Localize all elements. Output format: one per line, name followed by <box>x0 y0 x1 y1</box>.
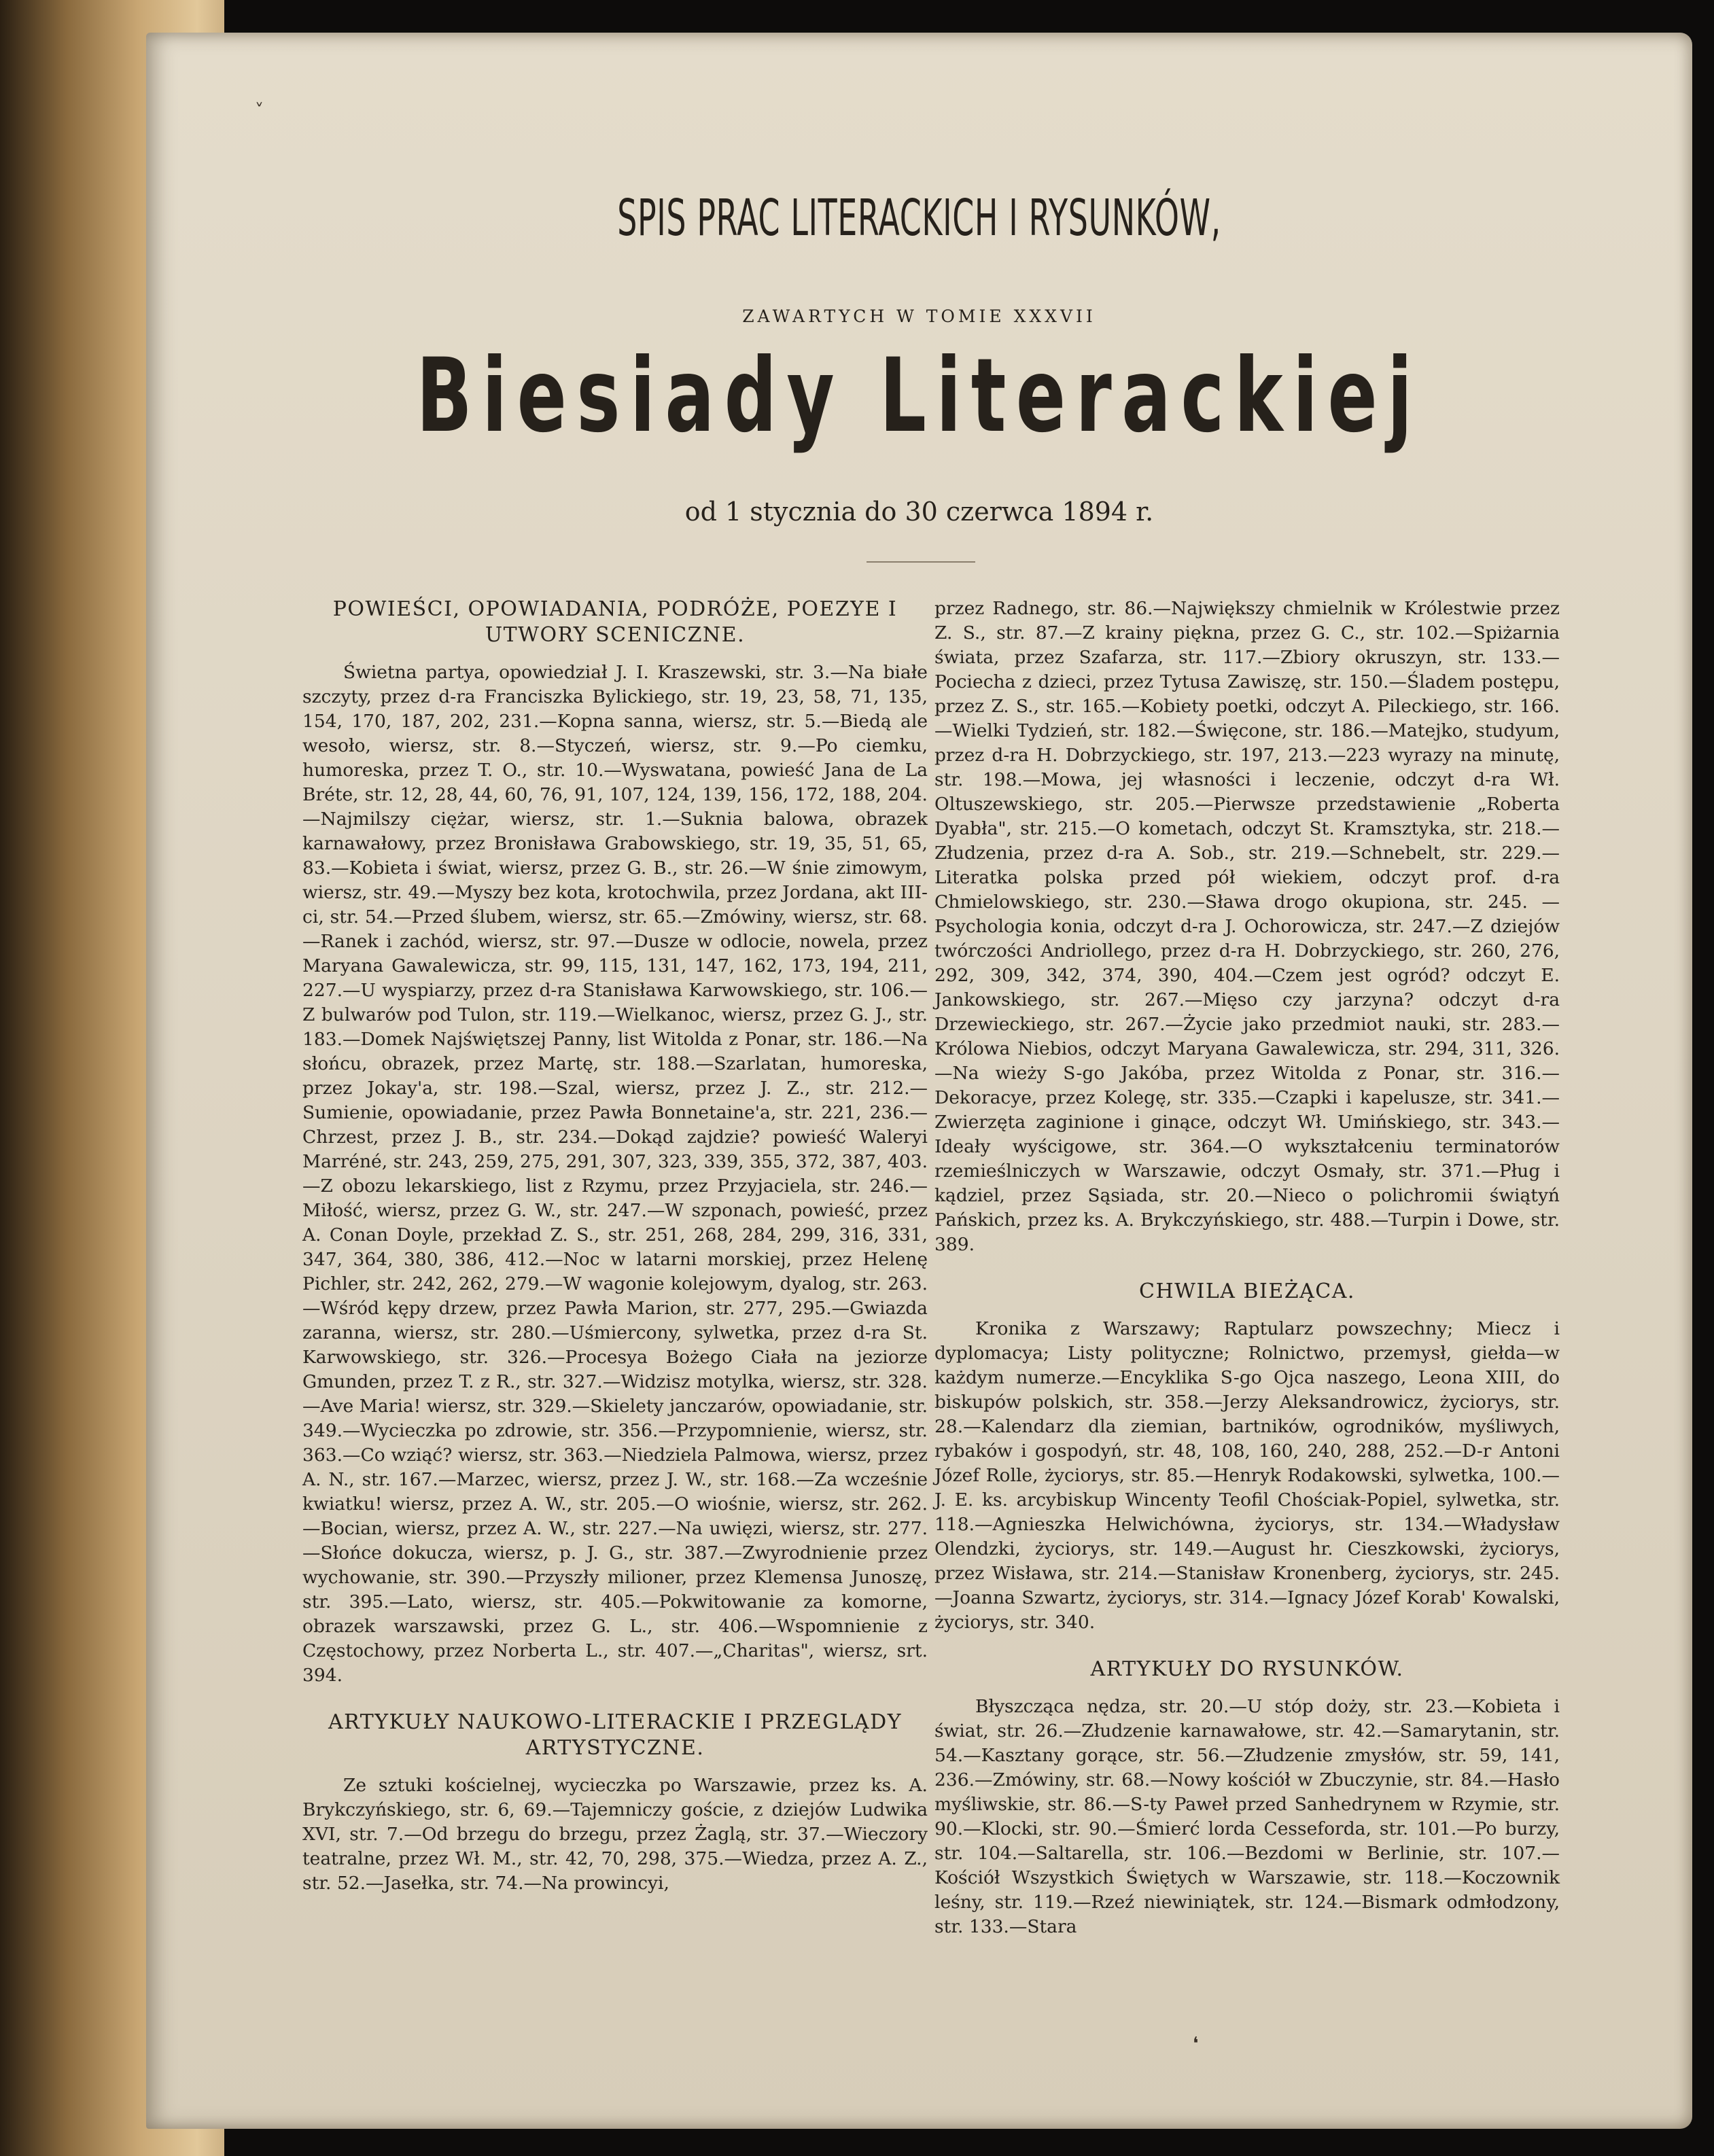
date-range: od 1 stycznia do 30 czerwca 1894 r. <box>684 497 1154 527</box>
page-mark-bottom: ❛ <box>1193 2034 1199 2054</box>
title-divider <box>867 561 975 563</box>
section-text-artykuly-naukowe-cont: przez Radnego, str. 86.—Największy chmielnik w Królestwie przez Z. S., str. 87.—Z krainy piękna, przez G. C., str. 102.—Spiżarnia świata, przez Szafarza, str. 117.—Zbiory okruszyn, str. 133.—Pociecha z dzieci, przez Tytusa Zawiszę, str. 150.—Śladem postępu, przez Z. S., str. 165.—Kobiety poetki, odczyt A. Pileckiego, str. 166.—Wielki Tydzień, str. 182.—Święcone, str. 186.—Matejko, studyum, przez d-ra H. Dobrzyckiego, str. 197, 213.—223 wyrazy na minutę, str. 198.—Mowa, jej własności i leczenie, odczyt d-ra Wł. Oltuszewskiego, str. 205.—Pierwsze przedstawienie „Roberta Dyabła", str. 215.—O kometach, odczyt St. Kramsztyka, str. 218.—Złudzenia, przez d-ra A. Sob., str. 219.—Schnebelt, str. 229.—Literatka polska przed pół wiekiem, odczyt prof. d-ra Chmielowskiego, str. 230.—Sława drogo okupiona, str. 245. — Psychologia konia, odczyt d-ra J. Ochorowicza, str. 247.—Z dziejów twórczości Andriollego, przez d-ra H. Dobrzyckiego, str. 260, 276, 292, 309, 342, 374, 390, 404.—Czem jest ogród? odczyt E. Jankowskiego, str. 267.—Mięso czy jarzyna? odczyt d-ra Drzewieckiego, str. 267.—Życie jako przedmiot nauki, str. 283.—Królowa Niebios, odczyt Maryana Gawalewicza, str. 294, 311, 326.—Na wieży S-go Jakóba, przez Witolda z Ponar, str. 316.—Dekoracye, przez Kolegę, str. 335.—Czapki i kapelusze, str. 341.—Zwierzęta zaginione i ginące, odczyt Wł. Umińskiego, str. 343.—Ideały wyścigowe, str. 364.—O wykształceniu terminatorów rzemieślniczych w Warszawie, odczyt Osmały, str. 371.—Pług i kądziel, przez Sąsiada, str. 20.—Nieco o polichromii świątyń Pańskich, przez ks. A. Brykczyńskiego, str. 488.—Turpin i Dowe, str. 389. <box>934 598 1560 1255</box>
left-column <box>302 597 928 1918</box>
title-line-2: ZAWARTYCH W TOMIE XXXVII <box>742 306 1096 326</box>
section-text-chwila: Kronika z Warszawy; Raptularz powszechny; Miecz i dyplomacya; Listy polityczne; Rolnictwo, przemysł, giełda—w każdym numerze.—Encyklika S-go Ojca naszego, Leona XIII, do biskupów polskich, str. 358.—Jerzy Aleksandrowicz, życiorys, str. 28.—Kalendarz dla ziemian, bartników, ogrodników, myśliwych, rybaków i gospodyń, str. 48, 108, 160, 240, 288, 252.—D-r Antoni Józef Rolle, życiorys, str. 85.—Henryk Rodakowski, sylwetka, 100.—J. E. ks. arcybiskup Wincenty Teofil Chościak-Popiel, sylwetka, str. 118.—Agnieszka Helwichówna, życiorys, str. 134.—Władysław Olendzki, życiorys, str. 149.—August hr. Cieszkowski, życiorys, przez Wisława, str. 214.—Stanisław Kronenberg, życiorys, str. 245.—Joanna Szwartz, życiorys, str. 314.—Ignacy Józef Korab' Kowalski, życiorys, str. 340. <box>934 1318 1560 1633</box>
document-page <box>146 33 1692 2129</box>
section-text-powiesci: Świetna partya, opowiedział J. I. Kraszewski, str. 3.—Na białe szczyty, przez d-ra Franciszka Bylickiego, str. 19, 23, 58, 71, 135, 154, 170, 187, 202, 231.—Kopna sanna, wiersz, str. 5.—Biedą ale wesoło, wiersz, str. 8.—Styczeń, wiersz, str. 9.—Po ciemku, humoreska, przez T. O., str. 10.—Wyswatana, powieść Jana de La Bréte, str. 12, 28, 44, 60, 76, 91, 107, 124, 139, 156, 172, 188, 204.—Najmilszy ciężar, wiersz, str. 1.—Suknia balowa, obrazek karnawałowy, przez Bronisława Grabowskiego, str. 19, 35, 51, 65, 83.—Kobieta i świat, wiersz, przez G. B., str. 26.—W śnie zimowym, wiersz, str. 49.—Myszy bez kota, krotochwila, przez Jordana, akt III-ci, str. 54.—Przed ślubem, wiersz, str. 65.—Zmówiny, wiersz, str. 68.—Ranek i zachód, wiersz, str. 97.—Dusze w odlocie, nowela, przez Maryana Gawalewicza, str. 99, 115, 131, 147, 162, 173, 194, 211, 227.—U wyspiarzy, przez d-ra Stanisława Karwowskiego, str. 106.—Z bulwarów pod Tulon, str. 119.—Wielkanoc, wiersz, przez G. J., str. 183.—Domek Najświętszej Panny, list Witolda z Ponar, str. 186.—Na słońcu, obrazek, przez Martę, str. 188.—Szarlatan, humoreska, przez Jokay'a, str. 198.—Szal, wiersz, przez J. Z., str. 212.—Sumienie, opowiadanie, przez Pawła Bonnetaine'a, str. 221, 236.—Chrzest, przez J. B., str. 234.—Dokąd zajdzie? powieść Waleryi Marréné, str. 243, 259, 275, 291, 307, 323, 339, 355, 372, 387, 403.—Z obozu lekarskiego, list z Rzymu, przez Przyjaciela, str. 246.—Miłość, wiersz, przez G. W., str. 247.—W szponach, powieść, przez A. Conan Doyle, przekład Z. S., str. 251, 268, 284, 299, 316, 331, 347, 364, 380, 386, 412.—Noc w latarni morskiej, przez Helenę Pichler, str. 242, 262, 279.—W wagonie kolejowym, dyalog, str. 263.—Wśród kępy drzew, przez Pawła Marion, str. 277, 295.—Gwiazda zaranna, wiersz, str. 280.—Uśmiercony, sylwetka, przez d-ra St. Karwowskiego, str. 326.—Procesya Bożego Ciała na jeziorze Gmunden, przez T. z R., str. 327.—Widzisz motylka, wiersz, str. 328.—Ave Maria! wiersz, str. 329.—Skielety janczarów, opowiadanie, str. 349.—Wycieczka po zdrowie, str. 356.—Przypomnienie, wiersz, str. 363.—Co wziąć? wiersz, str. 363.—Niedziela Palmowa, wiersz, przez A. N., str. 167.—Marzec, wiersz, przez J. W., str. 168.—Za wcześnie kwiatku! wiersz, przez A. W., str. 205.—O wiośnie, wiersz, str. 262.—Bocian, wiersz, przez A. W., str. 227.—Na uwięzi, wiersz, str. 277.—Słońce dokucza, wiersz, p. J. G., str. 387.—Zwyrodnienie przez wychowanie, str. 390.—Przyszły milioner, przez Klemensa Junoszę, str. 395.—Lato, wiersz, str. 405.—Pokwitowanie za komorne, obrazek warszawski, przez G. L., str. 406.—Wspomnienie z Częstochowy, przez Norberta L., str. 407.—„Charitas", wiersz, srt. 394. <box>302 662 928 1686</box>
section-heading-rysunki: ARTYKUŁY DO RYSUNKÓW. <box>1090 1657 1404 1681</box>
main-title: Biesiady Literackiej <box>416 337 1422 455</box>
page-mark-top: ˅ <box>255 101 264 121</box>
section-text-artykuly-naukowe: Ze sztuki kościelnej, wycieczka po Warszawie, przez ks. A. Brykczyńskiego, str. 6, 69.—Tajemniczy goście, z dziejów Ludwika XVI, str. 7.—Od brzegu do brzegu, przez Żaglą, str. 37.—Wieczory teatralne, przez Wł. M., str. 42, 70, 298, 375.—Wiedza, przez A. Z., str. 52.—Jasełka, str. 74.—Na prowincyi, <box>302 1775 928 1894</box>
right-column <box>934 597 1560 1961</box>
section-heading-chwila: CHWILA BIEŻĄCA. <box>1139 1279 1355 1303</box>
section-heading-artykuly-naukowe: ARTYKUŁY NAUKOWO-LITERACKIE I PRZEGLĄDY ARTYSTYCZNE. <box>328 1710 903 1760</box>
title-line-1: SPIS PRAC LITERACKICH I RYSUNKÓW, <box>617 189 1221 247</box>
section-heading-powiesci: POWIEŚCI, OPOWIADANIA, PODRÓŻE, POEZYE I UTWORY SCENICZNE. <box>332 597 898 647</box>
section-text-rysunki: Błyszcząca nędza, str. 20.—U stóp doży, str. 23.—Kobieta i świat, str. 26.—Złudzenie karnawałowe, str. 42.—Samarytanin, str. 54.—Kasztany gorące, str. 56.—Złudzenie zmysłów, str. 59, 141, 236.—Zmówiny, str. 68.—Nowy kościół w Zbuczynie, str. 84.—Hasło myśliwskie, str. 86.—S-ty Paweł przed Sanhedrynem w Rzymie, str. 90.—Klocki, str. 90.—Śmierć lorda Cesseforda, str. 101.—Po burzy, str. 104.—Saltarella, str. 106.—Bezdomi w Berlinie, str. 107.—Kościół Wszystkich Świętych w Warszawie, str. 118.—Koczownik leśny, str. 119.—Rzeź niewiniątek, str. 124.—Bismark odmłodzony, str. 133.—Stara <box>934 1696 1560 1937</box>
